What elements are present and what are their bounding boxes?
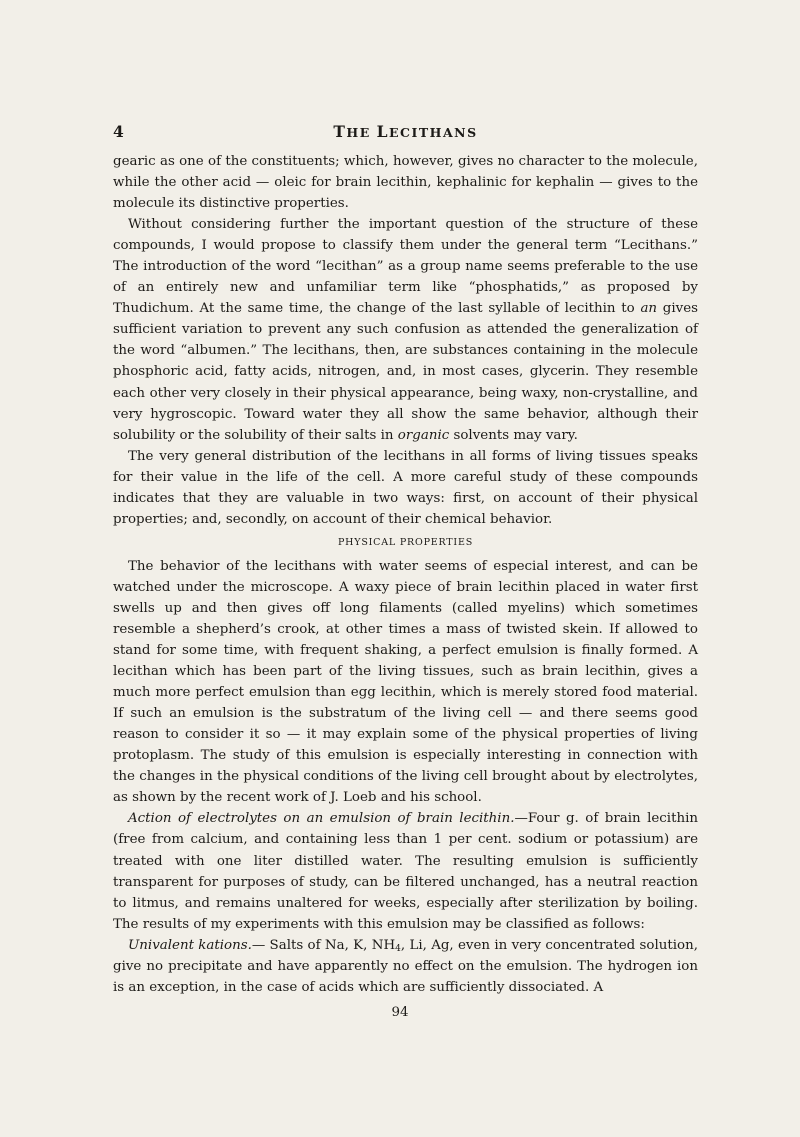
paragraph-1: gearic as one of the constituents; which, however, gives no character to the molecule, while the other acid — oleic for brain lecithin, kephalinic for kephalin — gives to the molecule its distinctive properties. <box>113 154 698 212</box>
paragraph-3: The very general distribution of the lecithans in all forms of living tissues speaks for their value in the life of the cell. A more careful study of these compounds indicates that they are valuable in two ways: first, on account of their physical properties; and, secondly, on account of their chemical behavior. <box>113 448 698 527</box>
paragraph-2-part-b: gives sufficient variation to prevent any such confusion as attended the generalization of the word “albumen.” The lecithans, then, are substances containing in the molecule phosphoric acid, fatty acids, nitrogen, and, in most cases, glycerin. They resemble each other very closely in their physical appearance, being waxy, non-crystalline, and very hygroscopic. Toward water they all show the same behavior, although their solubility or the solubility of their salts in <box>113 301 698 443</box>
section-heading: PHYSICAL PROPERTIES <box>337 536 474 548</box>
running-header <box>113 122 698 144</box>
paragraph-2-part-a: Without considering further the important question of the structure of these compounds, I would propose to classify them under the general term “Lecithans.” The introduction of the word “lecithan” as a group name seems preferable to the use of an entirely new and unfamiliar term like “phosphatids,” as proposed by Thudichum. At the same time, the change of the last syllable of lecithin to <box>113 217 698 317</box>
section-paragraph-2-text: —Four g. of brain lecithin (free from calcium, and containing less than 1 per cent. sodium or potassium) are treated with one liter distilled water. The resulting emulsion is sufficiently transparent for purposes of study, can be filtered unchanged, has a neutral reaction to litmus, and remains unaltered for weeks, especially after sterilization by boiling. The results of my experiments with this emulsion may be classified as follows: <box>113 811 698 932</box>
paragraph-2 <box>113 214 698 446</box>
body-text <box>113 151 698 998</box>
section-paragraph-3-text-b: , Li, Ag, even in very concentrated solution, give no precipitate and have apparently no effect on the emulsion. The hydrogen ion is an exception, in the case of acids which are sufficiently dissociated. A <box>113 937 698 995</box>
section-paragraph-2-italic: Action of electrolytes on an emulsion of brain lecithin. <box>128 811 515 827</box>
paragraph-2-part-c: solvents may vary. <box>449 427 578 443</box>
paragraph-2-italic-organic: organic <box>397 427 450 443</box>
header-page-number: 4 <box>113 122 124 141</box>
section-paragraph-2 <box>113 808 698 934</box>
section-paragraph-3-text-a: — Salts of Na, K, NH <box>251 937 396 953</box>
header-title-initial: T <box>333 122 347 141</box>
header-title <box>113 122 698 141</box>
paragraph-2-italic-an: an <box>640 301 658 317</box>
header-title-small-caps: HE <box>346 125 377 140</box>
header-title-initial-2: L <box>376 122 390 141</box>
section-paragraph-3 <box>113 935 698 998</box>
section-paragraph-3-subscript: 4 <box>395 943 401 954</box>
footer-page-number: 94 <box>391 1005 409 1020</box>
section-paragraph-1: The behavior of the lecithans with water seems of especial interest, and can be watched under the microscope. A waxy piece of brain lecithin placed in water first swells up and then gives off long filaments (called myelins) which sometimes resemble a shepherd’s crook, at other times a mass of twisted skein. If allowed to stand for some time, with frequent shaking, a perfect emulsion is finally formed. A lecithan which has been part of the living tissues, such as brain lecithin, gives a much more perfect emulsion than egg lecithin, which is merely stored food material. If such an emulsion is the substratum of the living cell — and there seems good reason to consider it so — it may explain some of the physical properties of living protoplasm. The study of this emulsion is especially interesting in connection with the changes in the physical conditions of the living cell brought about by electrolytes, as shown by the recent work of J. Loeb and his school. <box>113 558 698 806</box>
header-title-small-caps-2: ECITHANS <box>389 125 478 140</box>
section-paragraph-3-italic: Univalent kations. <box>128 937 252 953</box>
